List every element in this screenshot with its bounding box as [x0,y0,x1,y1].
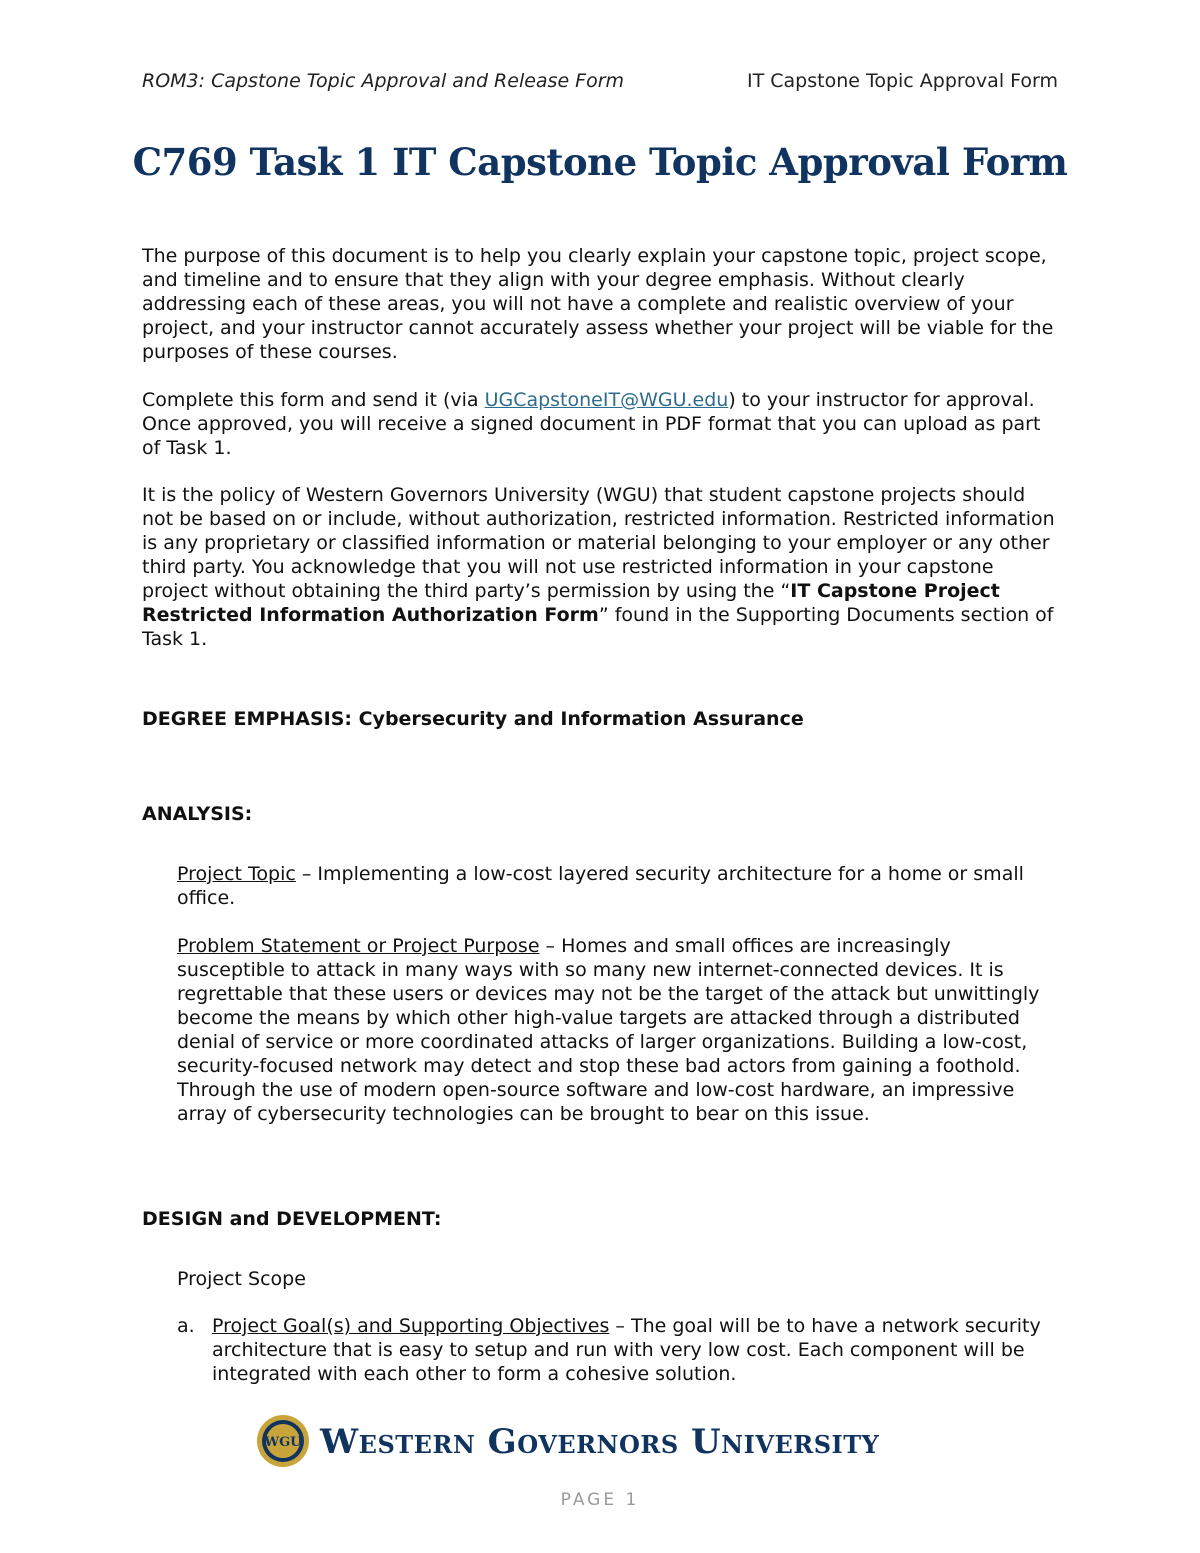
intro-paragraph-1: The purpose of this document is to help you clearly explain your capstone topic, project scope, and timeline and to ensure that they align with your degree emphasis. Without clearly addressing each of these areas, you will not have a complete and realistic overview of your project, and your instructor cannot accurately assess whether your project will be viable for the purposes of these courses. [142,245,1054,363]
email-link[interactable]: UGCapstoneIT@WGU.edu [484,389,729,411]
problem-statement-text: – Homes and small offices are increasingly susceptible to attack in many ways with so many new internet-connected devices. It is regrettable that these users or devices may not be the target of the attack but unwittingly become the means by which other high-value targets are attacked through a distributed denial of service or more coordinated attacks of larger organizations. Building a low-cost, security-focused network may detect and stop these bad actors from gaining a foothold. Through the use of modern open-source software and low-cost hardware, an impressive array of cybersecurity technologies can be brought to bear on this issue. [177,935,1040,1125]
p2-text-before: Complete this form and send it (via [142,389,485,411]
intro-paragraph-3 [142,483,1062,651]
wgu-seal-icon [256,1414,310,1468]
project-topic [177,862,1062,910]
document-title: C769 Task 1 IT Capstone Topic Approval Form [132,140,1068,184]
analysis-heading: ANALYSIS: [142,803,253,825]
project-scope-label: Project Scope [177,1268,306,1290]
project-topic-text: – Implementing a low-cost layered security architecture for a home or small office. [177,863,1024,909]
project-topic-label: Project Topic [177,863,296,885]
list-marker: a. [177,1315,195,1337]
seal-monogram: WGU [264,1435,302,1450]
p3-text-after: ” found in the Supporting Documents section of Task 1. [142,604,1054,650]
project-goal [212,1314,1062,1386]
p3-text-before: It is the policy of Western Governors University (WGU) that student capstone projects should not be based on or include, without authorization, restricted information. Restricted information is any proprietary or classified information or material belonging to your employer or any other third party. You acknowledge that you will not use restricted information in your capstone project without obtaining the third party’s permission by using the “ [142,484,1055,602]
problem-statement-label: Problem Statement or Project Purpose [177,935,540,957]
page-number: PAGE 1 [560,1490,640,1510]
wgu-logo [256,1412,916,1472]
p2-text-after: ) to your instructor for approval. Once approved, you will receive a signed document in PDF format that you can upload as part of Task 1. [142,389,1041,459]
header-right: IT Capstone Topic Approval Form [747,70,1058,92]
problem-statement [177,934,1062,1126]
project-goal-text: – The goal will be to have a network security architecture that is easy to setup and run with very low cost. Each component will be integrated with each other to form a cohesive solution. [212,1315,1041,1385]
form-name: IT Capstone Project Restricted Information Authorization Form [142,580,1000,626]
logo-wordmark: Western Governors University [320,1422,880,1462]
intro-paragraph-2 [142,388,1062,460]
degree-emphasis-heading: DEGREE EMPHASIS: Cybersecurity and Information Assurance [142,708,804,730]
design-heading: DESIGN and DEVELOPMENT: [142,1208,442,1230]
list-item [177,1314,1062,1386]
header-left: ROM3: Capstone Topic Approval and Release Form [142,70,625,92]
project-goal-label: Project Goal(s) and Supporting Objectives [212,1315,610,1337]
